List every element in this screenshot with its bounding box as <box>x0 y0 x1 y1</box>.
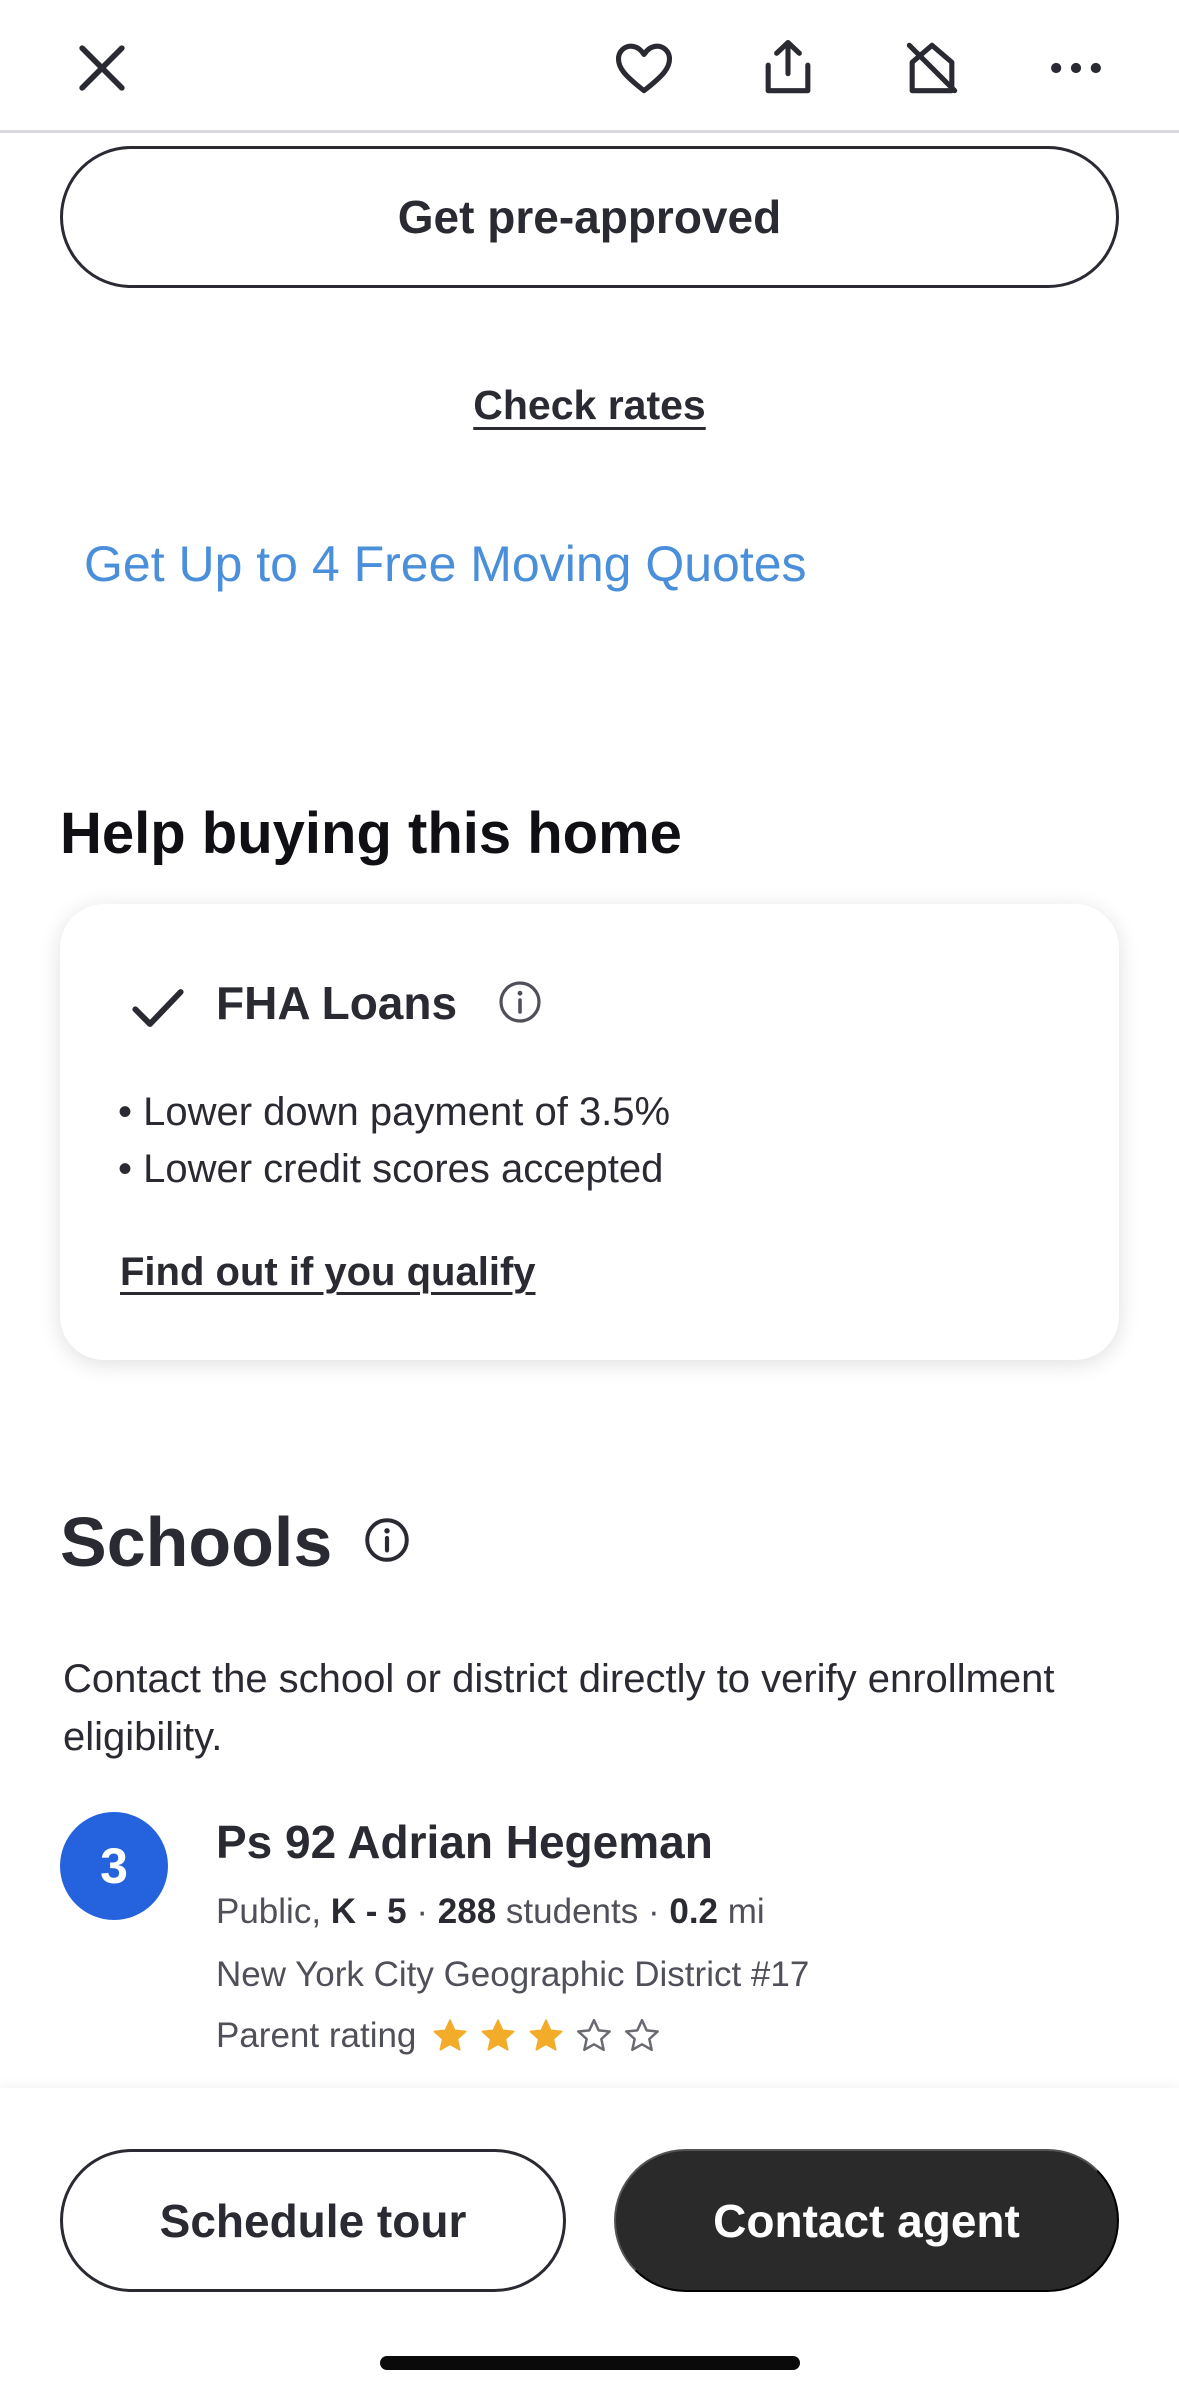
parent-rating <box>216 2016 670 2056</box>
get-pre-approved-button[interactable]: Get pre-approved <box>60 146 1119 288</box>
separator-dot: · <box>647 1892 660 1931</box>
fha-bullet: • Lower down payment of 3.5% <box>118 1090 671 1134</box>
star-empty-icon <box>574 2016 614 2056</box>
school-grades: K - 5 <box>330 1892 407 1931</box>
parent-rating-stars <box>430 2016 670 2056</box>
close-icon[interactable] <box>62 28 142 108</box>
star-filled-icon <box>526 2016 566 2056</box>
fha-loans-card <box>60 904 1119 1360</box>
schedule-tour-button[interactable]: Schedule tour <box>60 2149 566 2292</box>
check-icon <box>126 976 190 1040</box>
help-section-title: Help buying this home <box>60 801 682 866</box>
school-type: Public, <box>216 1892 322 1931</box>
share-icon[interactable] <box>748 28 828 108</box>
fha-bullet: • Lower credit scores accepted <box>118 1147 664 1191</box>
fha-loans-title: FHA Loans <box>216 977 458 1029</box>
moving-quotes-link[interactable]: Get Up to 4 Free Moving Quotes <box>84 536 807 592</box>
top-bar <box>0 0 1179 133</box>
separator-dot: · <box>416 1892 429 1931</box>
school-meta <box>216 1892 765 1932</box>
find-out-if-you-qualify-link[interactable]: Find out if you qualify <box>120 1250 536 1294</box>
school-distance-unit: mi <box>727 1892 765 1931</box>
schools-description: Contact the school or district directly to verify enrollment eligibility. <box>63 1657 1055 1759</box>
school-name[interactable]: Ps 92 Adrian Hegeman <box>216 1816 713 1868</box>
parent-rating-label: Parent rating <box>216 2016 417 2055</box>
more-icon[interactable] <box>1036 28 1116 108</box>
star-filled-icon <box>430 2016 470 2056</box>
info-icon[interactable] <box>362 1515 412 1565</box>
check-rates-link[interactable]: Check rates <box>473 382 706 428</box>
school-district: New York City Geographic District #17 <box>216 1955 810 1994</box>
hide-home-icon[interactable] <box>892 28 972 108</box>
star-empty-icon <box>622 2016 662 2056</box>
school-students-label: students <box>505 1892 639 1931</box>
school-rating-badge: 3 <box>60 1812 168 1920</box>
contact-agent-button[interactable]: Contact agent <box>614 2149 1119 2292</box>
heart-icon[interactable] <box>604 28 684 108</box>
school-students-count: 288 <box>437 1892 497 1931</box>
schools-title: Schools <box>60 1503 333 1581</box>
star-filled-icon <box>478 2016 518 2056</box>
school-distance: 0.2 <box>669 1892 719 1931</box>
home-indicator <box>380 2356 800 2370</box>
info-icon[interactable] <box>496 978 544 1026</box>
